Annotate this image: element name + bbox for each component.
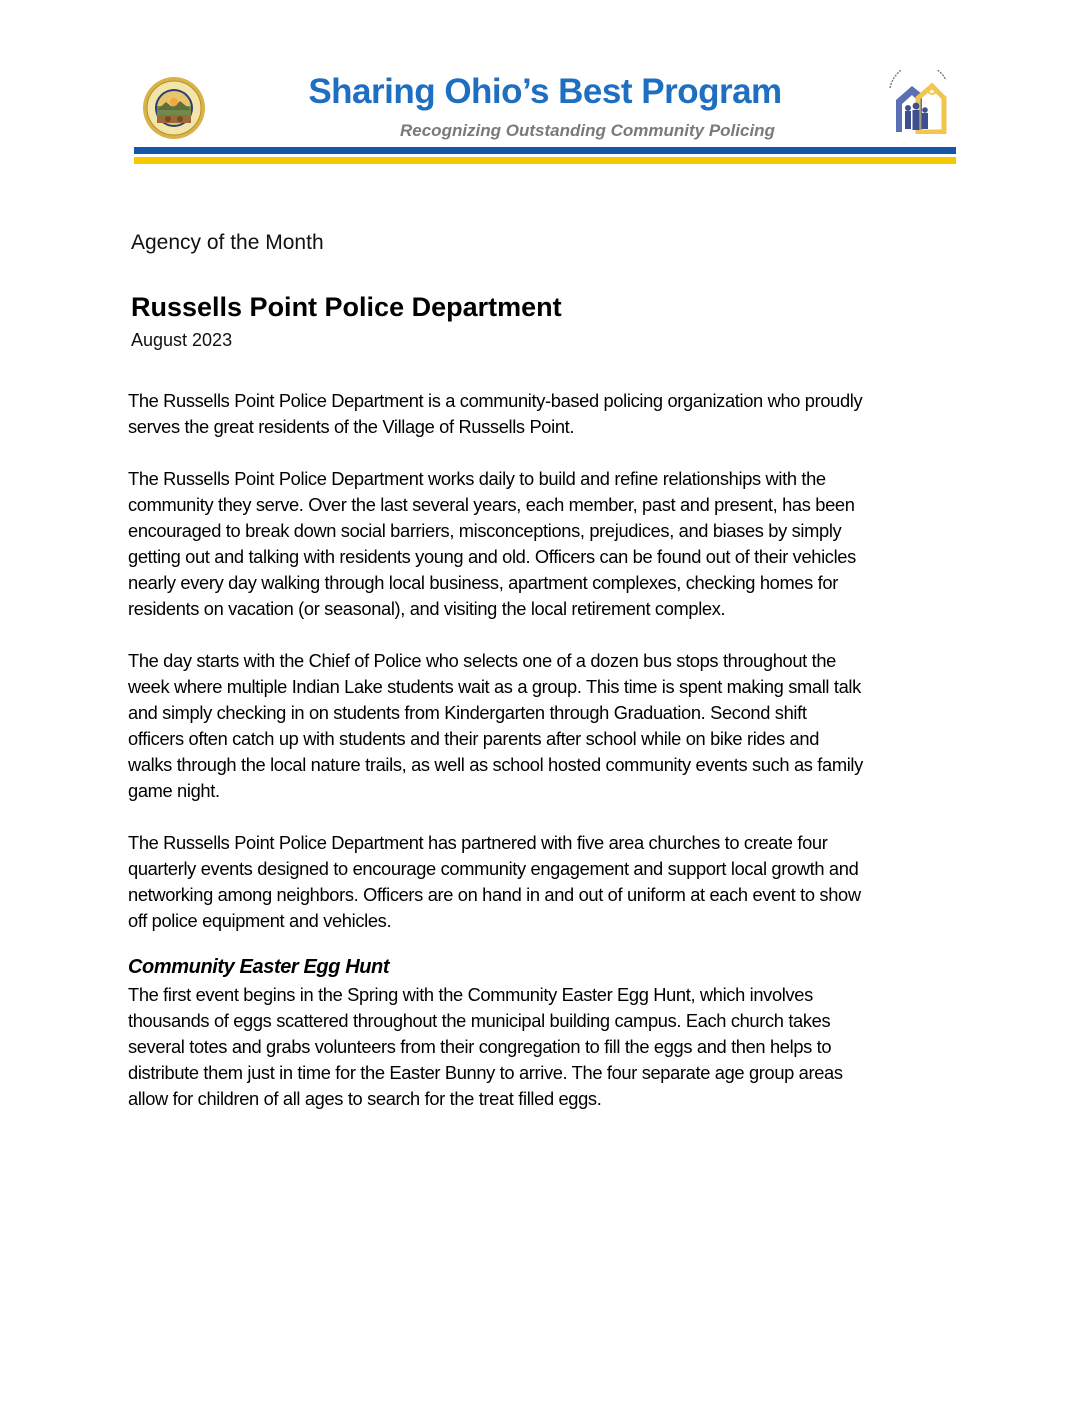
program-subtitle: Recognizing Outstanding Community Policing [400, 121, 775, 140]
paragraph-relationships [128, 466, 970, 622]
agency-name: Russells Point Police Department [131, 292, 562, 322]
text-line: officers often catch up with students and their parents after school while on bike rides and [128, 728, 820, 749]
text-line: allow for children of all ages to search for the treat filled eggs. [128, 1088, 602, 1109]
text-line: week where multiple Indian Lake students wait as a group. This time is spent making small talk [128, 676, 861, 697]
text-line: several totes and grabs volunteers from their congregation to fill the eggs and then helps to [128, 1036, 832, 1057]
text-line: community they serve. Over the last several years, each member, past and present, has been [128, 494, 855, 515]
text-line: walks through the local nature trails, as well as school hosted community events such as family [128, 754, 863, 775]
text-line: The Russells Point Police Department works daily to build and refine relationships with the [128, 468, 826, 489]
paragraph-intro [128, 388, 970, 440]
text-line: off police equipment and vehicles. [128, 910, 392, 931]
article-kicker: Agency of the Month [131, 231, 324, 254]
law-enforcement-foundation-icon [886, 70, 954, 134]
text-line: encouraged to break down social barriers, misconceptions, prejudices, and biases by simply [128, 520, 842, 541]
text-line: The Russells Point Police Department is a community-based policing organization who proudly [128, 390, 863, 411]
text-line: The day starts with the Chief of Police who selects one of a dozen bus stops throughout the [128, 650, 836, 671]
text-line: and simply checking in on students from Kindergarten through Graduation. Second shift [128, 702, 807, 723]
text-line: game night. [128, 780, 220, 801]
page-header [134, 68, 956, 168]
article-date: August 2023 [131, 330, 233, 350]
program-title: Sharing Ohio’s Best Program [308, 72, 782, 111]
paragraph-easter-egg-hunt [128, 982, 970, 1112]
header-stripe-blue [134, 147, 956, 154]
text-line: nearly every day walking through local business, apartment complexes, checking homes for [128, 572, 838, 593]
paragraph-churches [128, 830, 970, 934]
text-line: quarterly events designed to encourage community engagement and support local growth and [128, 858, 859, 879]
text-line: residents on vacation (or seasonal), and visiting the local retirement complex. [128, 598, 726, 619]
text-line: The Russells Point Police Department has partnered with five area churches to create four [128, 832, 828, 853]
paragraph-day-starts [128, 648, 970, 804]
text-line: getting out and talking with residents young and old. Officers can be found out of their vehicles [128, 546, 856, 567]
text-line: The first event begins in the Spring with the Community Easter Egg Hunt, which involves [128, 984, 813, 1005]
text-line: thousands of eggs scattered throughout the municipal building campus. Each church takes [128, 1010, 831, 1031]
header-stripe-gold [134, 157, 956, 164]
text-line: distribute them just in time for the Easter Bunny to arrive. The four separate age group areas [128, 1062, 843, 1083]
section-heading: Community Easter Egg Hunt [128, 956, 390, 978]
text-line: networking among neighbors. Officers are on hand in and out of uniform at each event to show [128, 884, 861, 905]
text-line: serves the great residents of the Village of Russells Point. [128, 416, 575, 437]
article-body [128, 388, 970, 1138]
